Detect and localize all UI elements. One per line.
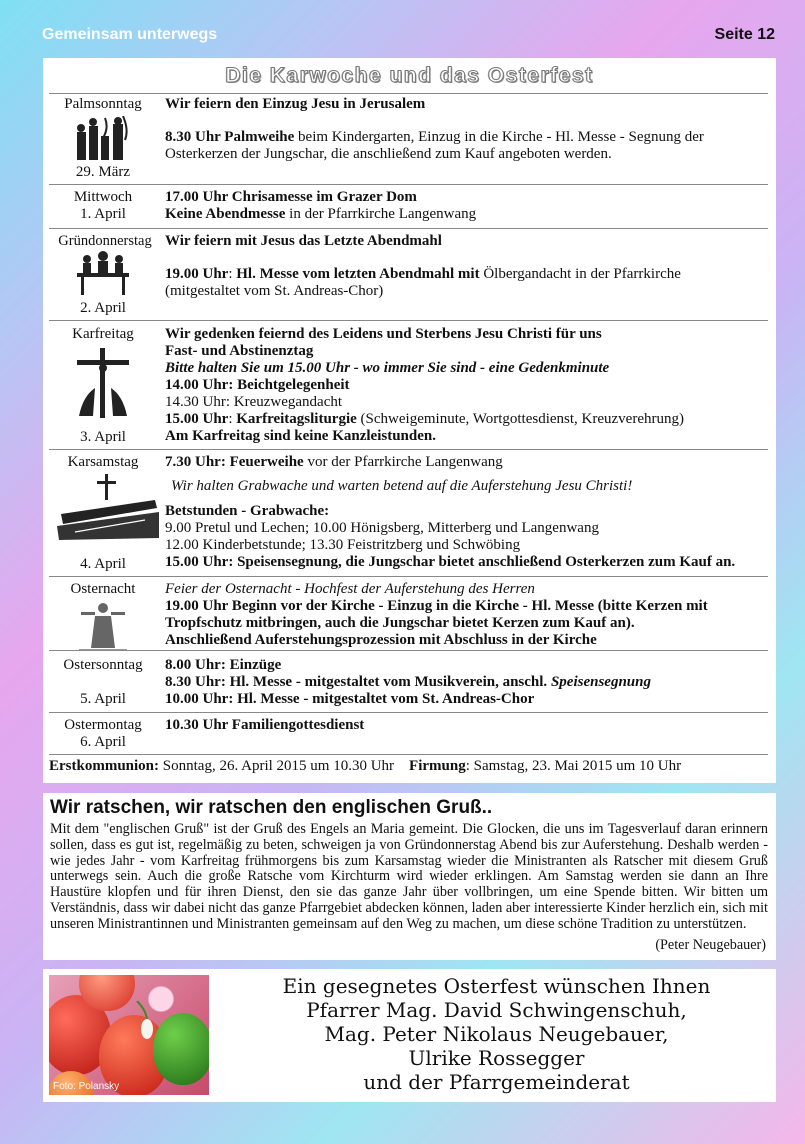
easter-greeting	[43, 969, 776, 1102]
detail: vor der Pfarrkirche Langenwang	[303, 454, 503, 470]
time: 7.30 Uhr: Feuerweihe	[165, 454, 304, 470]
text-karfreitag	[165, 326, 770, 445]
detail: : Hl. Messe - mitgestaltet vom Musikverein, anschl.	[220, 674, 551, 690]
day-osternacht: Osternacht	[70, 581, 136, 597]
line	[165, 691, 770, 708]
firmung-date: : Samstag, 23. Mai 2015 um 10 Uhr	[465, 758, 682, 774]
text-palmsonntag	[165, 96, 770, 163]
newsletter-name: Gemeinsam unterwegs	[42, 26, 218, 43]
line: 14.30 Uhr: Kreuzwegandacht	[165, 394, 343, 410]
day-mittwoch: Mittwoch	[73, 189, 133, 205]
line: 17.00 Uhr Chrisamesse im Grazer Dom	[165, 189, 417, 205]
date-karfreitag: 3. April	[80, 429, 126, 445]
heading: Wir gedenken feiernd des Leidens und Sterbens Jesu Christi für uns	[165, 326, 602, 342]
date-palmsonntag: 29. März	[75, 164, 131, 180]
line: 9.00 Pretul und Lechen; 10.00 Hönigsberg, Mitterberg und Langenwang	[165, 520, 599, 536]
day-karsamstag: Karsamstag	[67, 454, 139, 470]
line	[165, 454, 770, 471]
line: 19.00 Uhr Beginn vor der Kirche - Einzug in die Kirche - Hl. Messe (bitte Kerzen mit Tropfschutz mitbringen, auch die Jungschar bietet Kerzen zum Kauf an).	[165, 598, 708, 631]
line	[165, 554, 770, 571]
greeting-line: Pfarrer Mag. David Schwingenschuh,	[306, 998, 687, 1022]
line	[165, 411, 770, 428]
day-ostersonntag: Ostersonntag	[63, 657, 143, 673]
greeting-line: und der Pfarrgemeinderat	[363, 1070, 630, 1094]
time: 15.00 Uhr: Speisensegnung	[165, 554, 338, 570]
day-gruendonnerstag: Gründonnerstag	[58, 233, 152, 249]
time: 19.00 Uhr	[165, 266, 229, 282]
date-karsamstag: 4. April	[80, 556, 126, 572]
erstkommunion-label: Erstkommunion:	[49, 758, 160, 774]
date-gruendonnerstag: 2. April	[80, 300, 126, 316]
heading: Wir feiern den Einzug Jesu in Jerusalem	[165, 96, 426, 112]
sep: :	[228, 411, 237, 427]
paragraph	[165, 266, 770, 283]
sacrament-dates	[49, 758, 681, 775]
divider	[49, 320, 768, 321]
date-ostersonntag: 5. April	[80, 691, 126, 707]
emph: Keine Abendmesse	[165, 206, 286, 222]
last-supper-icon	[75, 251, 131, 299]
divider	[49, 184, 768, 185]
article-body: Mit dem "englischen Gruß" ist der Gruß des Engels an Maria gemeint. Die Glocken, die uns im Tagesverlauf daran erinnern sollen, dass es gut ist, regelmäßig zu beten, schweigen ja von Gründonnerstag Abend bis zur Auferstehung. Deshalb werden - wie jedes Jahr - vom Karfreitag frühmorgens bis zum Karsamstag wieder die Ministranten als Ratscher mit diesem Gruß unterwegs sein. Auch die große Ratsche vom Kirchturm wird wieder erklingen. Am Samstag werden sie dann an Ihre Haustüre klopfen und für ihren Dienst, den sie das ganze Jahr über vollbringen, um eine Spende bitten. Wir bitten um Verständnis, dass wir dabei nicht das ganze Pfarrgebiet abdecken können, laden aber interessierte Kinder herzlich ein, sich mit unseren Ministrantinnen und Ministranten gemeinsam auf den Weg zu machen, um diese schöne Tradition zu unterstützen.	[50, 821, 768, 932]
ratschen-article	[43, 793, 776, 960]
detail: : Einzüge	[220, 657, 282, 673]
divider	[49, 754, 768, 755]
detail: Ölbergandacht in der Pfarrkirche	[479, 266, 681, 282]
detail: , die Jungschar bietet anschließend Osterkerzen zum Kauf an.	[337, 554, 736, 570]
greeting-line: Ulrike Rossegger	[408, 1046, 585, 1070]
heading: Wir feiern mit Jesus das Letzte Abendmahl	[165, 233, 442, 249]
emph: Karfreitagsliturgie	[236, 411, 357, 427]
greeting-line: Ein gesegnetes Osterfest wünschen Ihnen	[282, 974, 711, 998]
crucifixion-icon	[73, 348, 133, 418]
emph: Hl. Messe vom letzten Abendmahl mit	[236, 266, 480, 282]
text-karsamstag	[165, 454, 770, 571]
detail: (Schweigeminute, Wortgottesdienst, Kreuzverehrung)	[356, 411, 684, 427]
line	[165, 206, 770, 223]
day-karfreitag: Karfreitag	[72, 326, 134, 342]
day-ostermontag: Ostermontag	[64, 717, 142, 733]
time: 10.00 Uhr	[165, 691, 229, 707]
photo-credit: Foto: Polansky	[53, 1081, 120, 1092]
greeting-line: Mag. Peter Nikolaus Neugebauer,	[324, 1022, 669, 1046]
divider	[49, 576, 768, 577]
article-title: Wir ratschen, wir ratschen den englischen Gruß..	[50, 797, 493, 818]
holy-week-schedule	[43, 58, 776, 783]
time: 8.30 Uhr	[165, 674, 221, 690]
page-header	[0, 26, 805, 48]
line: 12.00 Kinderbetstunde; 13.30 Feistritzberg und Schwöbing	[165, 537, 521, 553]
firmung-label: Firmung	[409, 758, 466, 774]
palm-sunday-icon	[73, 116, 133, 164]
line: Betstunden - Grabwache:	[165, 503, 330, 519]
divider	[49, 712, 768, 713]
sep: :	[228, 266, 237, 282]
line: 10.30 Uhr Familiengottesdienst	[165, 717, 365, 733]
schedule-title: Die Karwoche und das Osterfest	[225, 64, 594, 87]
holy-grave-icon	[55, 474, 161, 544]
date-ostermontag: 6. April	[80, 734, 126, 750]
erstkommunion-date: Sonntag, 26. April 2015 um 10.30 Uhr	[159, 758, 395, 774]
date-mittwoch: 1. April	[80, 206, 126, 222]
line: (mitgestaltet vom St. Andreas-Chor)	[165, 283, 384, 299]
divider	[49, 93, 768, 94]
text-osternacht	[165, 581, 770, 649]
line: Am Karfreitag sind keine Kanzleistunden.	[165, 428, 436, 444]
detail: in der Pfarrkirche Langenwang	[285, 206, 477, 222]
line: Anschließend Auferstehungsprozession mit Abschluss in der Kirche	[165, 632, 597, 648]
divider	[49, 449, 768, 450]
text-mittwoch	[165, 189, 770, 223]
line	[165, 674, 770, 691]
text-gruendonnerstag	[165, 233, 770, 300]
article-signature: (Peter Neugebauer)	[655, 937, 766, 953]
time: 8.00 Uhr	[165, 657, 221, 673]
day-palmsonntag: Palmsonntag	[64, 96, 142, 112]
detail: beim Kindergarten, Einzug in die Kirche - Hl. Messe - Segnung der Osterkerzen der Jungschar, die anschließend zum Kauf angeboten werden.	[165, 129, 704, 162]
line	[165, 657, 770, 674]
time: 15.00 Uhr	[165, 411, 229, 427]
snowdrop-icon	[133, 1001, 163, 1041]
paragraph	[165, 129, 770, 163]
line: Feier der Osternacht - Hochfest der Auferstehung des Herren	[165, 581, 535, 597]
greeting-text	[223, 974, 770, 1094]
text-ostersonntag	[165, 657, 770, 708]
text-ostermontag	[165, 717, 770, 734]
emph: Speisensegnung	[550, 674, 651, 690]
line: Fast- und Abstinenztag	[165, 343, 314, 359]
time: 8.30 Uhr Palmweihe	[165, 129, 295, 145]
line: Wir halten Grabwache und warten betend auf die Auferstehung Jesu Christi!	[171, 478, 633, 494]
line: 14.00 Uhr: Beichtgelegenheit	[165, 377, 350, 393]
detail: : Hl. Messe - mitgestaltet vom St. Andreas-Chor	[228, 691, 535, 707]
easter-eggs-photo	[49, 975, 209, 1095]
line: Bitte halten Sie um 15.00 Uhr - wo immer Sie sind - eine Gedenkminute	[165, 360, 610, 376]
resurrection-icon	[79, 600, 127, 652]
divider	[49, 228, 768, 229]
divider	[49, 650, 768, 651]
page-number: Seite 12	[714, 26, 775, 43]
